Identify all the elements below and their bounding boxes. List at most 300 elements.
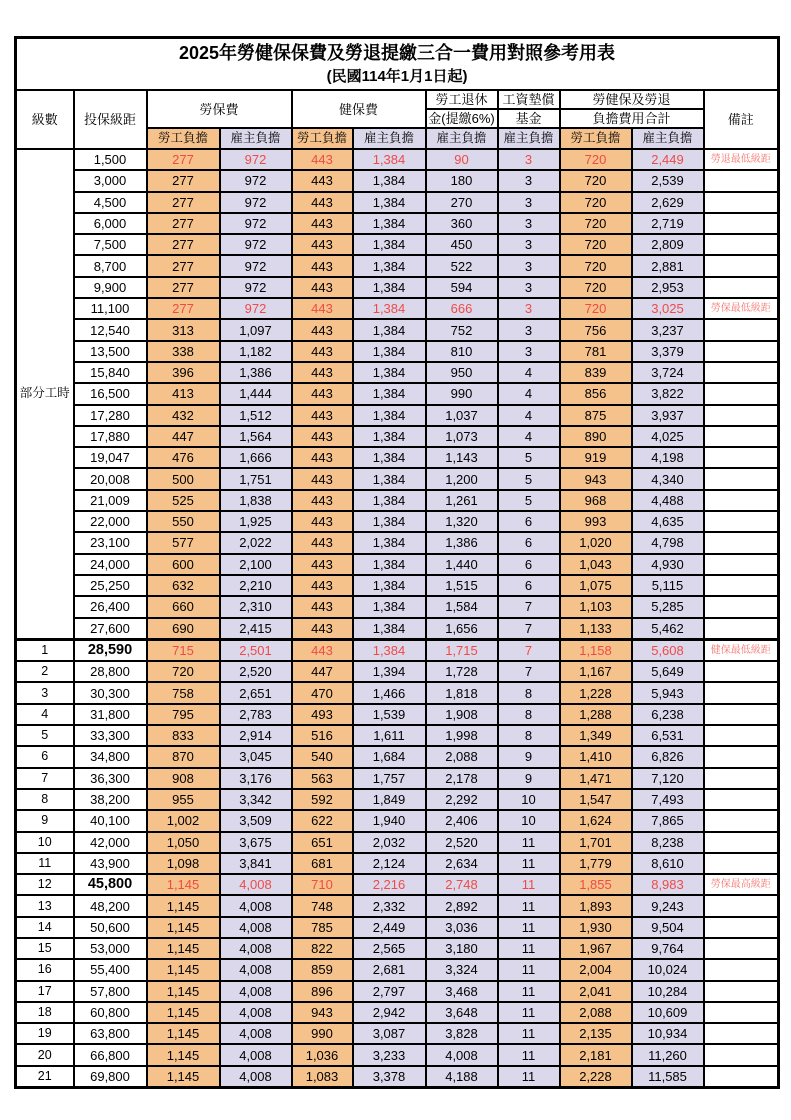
- value-cell: 2,719: [632, 213, 704, 234]
- value-cell: 8: [498, 704, 560, 725]
- value-cell: 1,384: [353, 405, 426, 426]
- value-cell: 1,133: [560, 618, 632, 640]
- value-cell: 1,512: [220, 405, 292, 426]
- value-cell: 277: [147, 255, 220, 276]
- value-cell: 9,243: [632, 895, 704, 916]
- value-cell: 443: [292, 362, 353, 383]
- value-cell: 592: [292, 789, 353, 810]
- value-cell: 748: [292, 895, 353, 916]
- value-cell: 972: [220, 234, 292, 255]
- col-header-wage-fund-top: 工資墊償: [498, 90, 560, 109]
- value-cell: 1,779: [560, 853, 632, 874]
- bracket-cell: 53,000: [74, 938, 147, 959]
- value-cell: 1,386: [426, 532, 498, 553]
- value-cell: 11,260: [632, 1044, 704, 1065]
- level-cell: 13: [16, 895, 74, 916]
- value-cell: 681: [292, 853, 353, 874]
- value-cell: 752: [426, 319, 498, 340]
- bracket-cell: 33,300: [74, 725, 147, 746]
- table-row: [16, 1066, 779, 1088]
- value-cell: 4,025: [632, 426, 704, 447]
- value-cell: 1,666: [220, 447, 292, 468]
- col-header-health-insurance: 健保費: [292, 90, 426, 128]
- value-cell: 6,238: [632, 704, 704, 725]
- level-cell: 18: [16, 1002, 74, 1023]
- level-cell: 部分工時: [16, 149, 74, 639]
- value-cell: 443: [292, 255, 353, 276]
- subheader-total-employee: 勞工負擔: [560, 128, 632, 149]
- value-cell: 443: [292, 149, 353, 170]
- value-cell: 4,008: [220, 981, 292, 1002]
- remark-cell: [704, 383, 779, 404]
- remark-cell: [704, 405, 779, 426]
- value-cell: 3,233: [353, 1044, 426, 1065]
- level-cell: 12: [16, 874, 74, 895]
- value-cell: 3,841: [220, 853, 292, 874]
- value-cell: 1,728: [426, 661, 498, 682]
- remark-cell: [704, 832, 779, 853]
- value-cell: 522: [426, 255, 498, 276]
- value-cell: 11: [498, 959, 560, 980]
- value-cell: 525: [147, 490, 220, 511]
- value-cell: 1,384: [353, 362, 426, 383]
- bracket-cell: 11,100: [74, 298, 147, 319]
- value-cell: 3: [498, 277, 560, 298]
- value-cell: 2,292: [426, 789, 498, 810]
- table-row: [16, 1002, 779, 1023]
- bracket-cell: 63,800: [74, 1023, 147, 1044]
- table-row: [16, 746, 779, 767]
- table-row: [16, 618, 779, 640]
- table-row: [16, 853, 779, 874]
- remark-cell: [704, 277, 779, 298]
- value-cell: 8,238: [632, 832, 704, 853]
- value-cell: 443: [292, 447, 353, 468]
- bracket-cell: 50,600: [74, 917, 147, 938]
- value-cell: 1,145: [147, 959, 220, 980]
- col-header-total-top: 勞健保及勞退: [560, 90, 704, 109]
- level-cell: 2: [16, 661, 74, 682]
- value-cell: 3,176: [220, 768, 292, 789]
- value-cell: 1,228: [560, 682, 632, 703]
- value-cell: 2,216: [353, 874, 426, 895]
- value-cell: 413: [147, 383, 220, 404]
- value-cell: 443: [292, 490, 353, 511]
- value-cell: 3: [498, 341, 560, 362]
- table-row: [16, 917, 779, 938]
- value-cell: 1,715: [426, 639, 498, 661]
- value-cell: 1,701: [560, 832, 632, 853]
- bracket-cell: 28,590: [74, 639, 147, 661]
- table-row: [16, 298, 779, 319]
- value-cell: 3,324: [426, 959, 498, 980]
- level-cell: 14: [16, 917, 74, 938]
- value-cell: 4,488: [632, 490, 704, 511]
- level-cell: 19: [16, 1023, 74, 1044]
- value-cell: 1,073: [426, 426, 498, 447]
- value-cell: 955: [147, 789, 220, 810]
- value-cell: 1,624: [560, 810, 632, 831]
- table-row: [16, 596, 779, 617]
- value-cell: 443: [292, 554, 353, 575]
- value-cell: 756: [560, 319, 632, 340]
- value-cell: 4,008: [220, 1066, 292, 1088]
- bracket-cell: 55,400: [74, 959, 147, 980]
- value-cell: 710: [292, 874, 353, 895]
- value-cell: 2,415: [220, 618, 292, 640]
- value-cell: 516: [292, 725, 353, 746]
- value-cell: 443: [292, 192, 353, 213]
- value-cell: 972: [220, 298, 292, 319]
- value-cell: 1,515: [426, 575, 498, 596]
- value-cell: 3,379: [632, 341, 704, 362]
- bracket-cell: 57,800: [74, 981, 147, 1002]
- value-cell: 1,384: [353, 277, 426, 298]
- value-cell: 9: [498, 768, 560, 789]
- value-cell: 11: [498, 832, 560, 853]
- value-cell: 919: [560, 447, 632, 468]
- value-cell: 1,145: [147, 1044, 220, 1065]
- bracket-cell: 43,900: [74, 853, 147, 874]
- value-cell: 11: [498, 981, 560, 1002]
- remark-cell: 健保最低級距: [704, 639, 779, 661]
- bracket-cell: 9,900: [74, 277, 147, 298]
- value-cell: 1,043: [560, 554, 632, 575]
- level-cell: 6: [16, 746, 74, 767]
- value-cell: 2,088: [560, 1002, 632, 1023]
- value-cell: 4,635: [632, 511, 704, 532]
- value-cell: 1,384: [353, 575, 426, 596]
- bracket-cell: 23,100: [74, 532, 147, 553]
- value-cell: 3,468: [426, 981, 498, 1002]
- bracket-cell: 17,280: [74, 405, 147, 426]
- value-cell: 8: [498, 725, 560, 746]
- remark-cell: [704, 575, 779, 596]
- value-cell: 7: [498, 596, 560, 617]
- value-cell: 443: [292, 468, 353, 489]
- remark-cell: 勞保最高級距: [704, 874, 779, 895]
- bracket-cell: 40,100: [74, 810, 147, 831]
- level-cell: 21: [16, 1066, 74, 1088]
- value-cell: 277: [147, 213, 220, 234]
- value-cell: 1,384: [353, 554, 426, 575]
- value-cell: 4: [498, 362, 560, 383]
- premium-reference-table: [14, 36, 780, 1089]
- value-cell: 277: [147, 192, 220, 213]
- value-cell: 2,539: [632, 170, 704, 191]
- level-cell: 16: [16, 959, 74, 980]
- value-cell: 758: [147, 682, 220, 703]
- remark-cell: [704, 426, 779, 447]
- value-cell: 4,798: [632, 532, 704, 553]
- value-cell: 3,087: [353, 1023, 426, 1044]
- value-cell: 4,008: [220, 938, 292, 959]
- value-cell: 7,120: [632, 768, 704, 789]
- page-title: 2025年勞健保保費及勞退提繳三合一費用對照參考用表: [179, 43, 616, 63]
- value-cell: 2,914: [220, 725, 292, 746]
- value-cell: 443: [292, 639, 353, 661]
- subheader-total-employer: 雇主負擔: [632, 128, 704, 149]
- value-cell: 7: [498, 661, 560, 682]
- table-row: [16, 704, 779, 725]
- remark-cell: [704, 682, 779, 703]
- level-cell: 1: [16, 639, 74, 661]
- value-cell: 443: [292, 618, 353, 640]
- table-row: [16, 554, 779, 575]
- table-row: [16, 468, 779, 489]
- remark-cell: [704, 596, 779, 617]
- remark-cell: [704, 341, 779, 362]
- level-cell: 7: [16, 768, 74, 789]
- value-cell: 1,855: [560, 874, 632, 895]
- value-cell: 1,182: [220, 341, 292, 362]
- value-cell: 443: [292, 277, 353, 298]
- value-cell: 1,410: [560, 746, 632, 767]
- title-row: [16, 38, 779, 91]
- table-row: [16, 192, 779, 213]
- value-cell: 1,444: [220, 383, 292, 404]
- remark-cell: [704, 362, 779, 383]
- value-cell: 3: [498, 298, 560, 319]
- col-header-pension-bottom: 金(提繳6%): [426, 109, 498, 128]
- value-cell: 443: [292, 213, 353, 234]
- bracket-cell: 42,000: [74, 832, 147, 853]
- value-cell: 4,008: [220, 874, 292, 895]
- level-cell: 9: [16, 810, 74, 831]
- value-cell: 890: [560, 426, 632, 447]
- value-cell: 972: [220, 192, 292, 213]
- value-cell: 5,608: [632, 639, 704, 661]
- value-cell: 8,610: [632, 853, 704, 874]
- value-cell: 993: [560, 511, 632, 532]
- value-cell: 1,098: [147, 853, 220, 874]
- table-row: [16, 959, 779, 980]
- value-cell: 3,180: [426, 938, 498, 959]
- level-cell: 3: [16, 682, 74, 703]
- value-cell: 4,008: [220, 1023, 292, 1044]
- value-cell: 715: [147, 639, 220, 661]
- value-cell: 396: [147, 362, 220, 383]
- remark-cell: [704, 895, 779, 916]
- value-cell: 972: [220, 213, 292, 234]
- value-cell: 4: [498, 426, 560, 447]
- value-cell: 990: [292, 1023, 353, 1044]
- bracket-cell: 7,500: [74, 234, 147, 255]
- value-cell: 2,520: [426, 832, 498, 853]
- value-cell: 1,611: [353, 725, 426, 746]
- remark-cell: [704, 618, 779, 640]
- value-cell: 600: [147, 554, 220, 575]
- bracket-cell: 31,800: [74, 704, 147, 725]
- remark-cell: [704, 1066, 779, 1088]
- value-cell: 11: [498, 917, 560, 938]
- value-cell: 2,178: [426, 768, 498, 789]
- value-cell: 908: [147, 768, 220, 789]
- value-cell: 943: [560, 468, 632, 489]
- value-cell: 1,384: [353, 468, 426, 489]
- value-cell: 810: [426, 341, 498, 362]
- remark-cell: [704, 511, 779, 532]
- value-cell: 1,167: [560, 661, 632, 682]
- value-cell: 3,237: [632, 319, 704, 340]
- bracket-cell: 1,500: [74, 149, 147, 170]
- value-cell: 1,838: [220, 490, 292, 511]
- value-cell: 1,384: [353, 234, 426, 255]
- table-row: [16, 255, 779, 276]
- value-cell: 4,340: [632, 468, 704, 489]
- table-row: [16, 149, 779, 170]
- value-cell: 1,818: [426, 682, 498, 703]
- value-cell: 856: [560, 383, 632, 404]
- value-cell: 3,342: [220, 789, 292, 810]
- value-cell: 1,384: [353, 532, 426, 553]
- value-cell: 3: [498, 234, 560, 255]
- value-cell: 1,440: [426, 554, 498, 575]
- value-cell: 1,200: [426, 468, 498, 489]
- remark-cell: [704, 255, 779, 276]
- bracket-cell: 48,200: [74, 895, 147, 916]
- level-cell: 17: [16, 981, 74, 1002]
- value-cell: 1,684: [353, 746, 426, 767]
- table-row: [16, 575, 779, 596]
- table-row: [16, 725, 779, 746]
- value-cell: 6: [498, 554, 560, 575]
- value-cell: 1,349: [560, 725, 632, 746]
- value-cell: 470: [292, 682, 353, 703]
- value-cell: 5,943: [632, 682, 704, 703]
- value-cell: 1,384: [353, 383, 426, 404]
- remark-cell: [704, 981, 779, 1002]
- value-cell: 277: [147, 277, 220, 298]
- table-row: [16, 832, 779, 853]
- value-cell: 4,008: [220, 917, 292, 938]
- value-cell: 11: [498, 895, 560, 916]
- col-header-wage-fund-bottom: 基金: [498, 109, 560, 128]
- value-cell: 1,849: [353, 789, 426, 810]
- value-cell: 10: [498, 789, 560, 810]
- value-cell: 720: [560, 149, 632, 170]
- value-cell: 3: [498, 170, 560, 191]
- bracket-cell: 16,500: [74, 383, 147, 404]
- value-cell: 3,648: [426, 1002, 498, 1023]
- value-cell: 943: [292, 1002, 353, 1023]
- value-cell: 10,934: [632, 1023, 704, 1044]
- bracket-cell: 28,800: [74, 661, 147, 682]
- value-cell: 2,634: [426, 853, 498, 874]
- value-cell: 1,083: [292, 1066, 353, 1088]
- table-row: [16, 319, 779, 340]
- value-cell: 795: [147, 704, 220, 725]
- value-cell: 632: [147, 575, 220, 596]
- bracket-cell: 69,800: [74, 1066, 147, 1088]
- table-row: [16, 639, 779, 661]
- remark-cell: [704, 1044, 779, 1065]
- value-cell: 3,822: [632, 383, 704, 404]
- value-cell: 990: [426, 383, 498, 404]
- value-cell: 2,022: [220, 532, 292, 553]
- value-cell: 447: [292, 661, 353, 682]
- value-cell: 1,002: [147, 810, 220, 831]
- value-cell: 360: [426, 213, 498, 234]
- table-row: [16, 426, 779, 447]
- remark-cell: [704, 810, 779, 831]
- value-cell: 7,865: [632, 810, 704, 831]
- value-cell: 785: [292, 917, 353, 938]
- value-cell: 3,724: [632, 362, 704, 383]
- bracket-cell: 21,009: [74, 490, 147, 511]
- remark-cell: [704, 1023, 779, 1044]
- value-cell: 11: [498, 874, 560, 895]
- value-cell: 1,908: [426, 704, 498, 725]
- value-cell: 3,378: [353, 1066, 426, 1088]
- remark-cell: [704, 1002, 779, 1023]
- col-header-total-bottom: 負擔費用合計: [560, 109, 704, 128]
- subheader-labor-employee: 勞工負擔: [147, 128, 220, 149]
- value-cell: 720: [560, 298, 632, 319]
- table-row: [16, 341, 779, 362]
- value-cell: 3,509: [220, 810, 292, 831]
- value-cell: 3,036: [426, 917, 498, 938]
- table-body: [16, 149, 779, 1088]
- bracket-cell: 13,500: [74, 341, 147, 362]
- value-cell: 1,097: [220, 319, 292, 340]
- level-cell: 5: [16, 725, 74, 746]
- value-cell: 651: [292, 832, 353, 853]
- value-cell: 1,471: [560, 768, 632, 789]
- remark-cell: [704, 554, 779, 575]
- subheader-health-employer: 雇主負擔: [353, 128, 426, 149]
- value-cell: 720: [560, 234, 632, 255]
- value-cell: 11: [498, 1023, 560, 1044]
- value-cell: 3: [498, 255, 560, 276]
- value-cell: 1,384: [353, 319, 426, 340]
- table-row: [16, 981, 779, 1002]
- value-cell: 3: [498, 149, 560, 170]
- remark-cell: 勞保最低級距: [704, 298, 779, 319]
- level-cell: 11: [16, 853, 74, 874]
- level-cell: 4: [16, 704, 74, 725]
- table-title-cell: [16, 38, 779, 91]
- value-cell: 4,930: [632, 554, 704, 575]
- col-header-level: 級數: [16, 90, 74, 149]
- value-cell: 972: [220, 170, 292, 191]
- bracket-cell: 17,880: [74, 426, 147, 447]
- value-cell: 1,564: [220, 426, 292, 447]
- value-cell: 3: [498, 213, 560, 234]
- value-cell: 1,075: [560, 575, 632, 596]
- value-cell: 577: [147, 532, 220, 553]
- value-cell: 277: [147, 234, 220, 255]
- value-cell: 2,783: [220, 704, 292, 725]
- value-cell: 2,942: [353, 1002, 426, 1023]
- value-cell: 6,531: [632, 725, 704, 746]
- value-cell: 1,384: [353, 596, 426, 617]
- level-cell: 8: [16, 789, 74, 810]
- value-cell: 338: [147, 341, 220, 362]
- value-cell: 3: [498, 192, 560, 213]
- value-cell: 450: [426, 234, 498, 255]
- value-cell: 2,953: [632, 277, 704, 298]
- value-cell: 443: [292, 170, 353, 191]
- value-cell: 594: [426, 277, 498, 298]
- value-cell: 2,892: [426, 895, 498, 916]
- table-row: [16, 682, 779, 703]
- value-cell: 2,210: [220, 575, 292, 596]
- value-cell: 972: [220, 277, 292, 298]
- table-header: [16, 38, 779, 150]
- value-cell: 2,100: [220, 554, 292, 575]
- remark-cell: [704, 704, 779, 725]
